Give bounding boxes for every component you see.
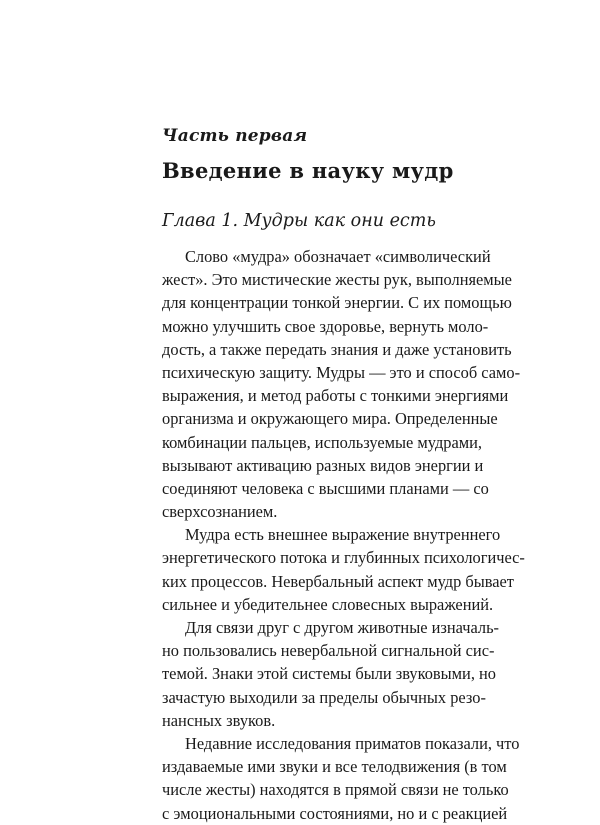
text-line: числе жесты) находятся в прямой связи не только bbox=[162, 780, 509, 800]
text-line: жест». Это мистические жесты рук, выполняемые bbox=[162, 270, 512, 290]
text-line: для концентрации тонкой энергии. С их помощью bbox=[162, 293, 512, 313]
body-text bbox=[162, 245, 525, 825]
text-line: темой. Знаки этой системы были звуковыми, но bbox=[162, 664, 496, 684]
text-line: сверхсознанием. bbox=[162, 502, 278, 522]
text-line: соединяют человека с высшими планами — со bbox=[162, 478, 489, 498]
text-line: Слово «мудра» обозначает «символический bbox=[185, 247, 491, 266]
text-line: можно улучшить свое здоровье, вернуть моло- bbox=[162, 316, 489, 336]
text-line: издаваемые ими звуки и все телодвижения (в том bbox=[162, 757, 507, 777]
text-line: ких процессов. Невербальный аспект мудр бывает bbox=[162, 571, 514, 591]
text-line: психическую защиту. Мудры — это и способ само- bbox=[162, 362, 521, 382]
text-line: но пользовались невербальной сигнальной сис- bbox=[162, 641, 495, 661]
text-line: организма и окружающего мира. Определенные bbox=[162, 409, 498, 429]
text-line: с эмоциональными состояниями, но и с реакцией bbox=[162, 803, 508, 823]
section-title: Введение в науку мудр bbox=[162, 158, 454, 183]
text-line: Мудра есть внешнее выражение внутреннего bbox=[185, 525, 501, 545]
text-line: выражения, и метод работы с тонкими энергиями bbox=[162, 386, 509, 406]
text-line: Для связи друг с другом животные изначаль- bbox=[185, 618, 499, 637]
text-line: комбинации пальцев, используемые мудрами, bbox=[162, 432, 482, 452]
text-line: нансных звуков. bbox=[162, 710, 276, 730]
text-line: энергетического потока и глубинных психологичес- bbox=[162, 548, 525, 568]
text-line: вызывают активацию разных видов энергии и bbox=[162, 455, 484, 475]
part-label: Часть первая bbox=[162, 126, 308, 146]
text-line: сильнее и убедительнее словесных выражений. bbox=[162, 594, 494, 614]
text-line: зачастую выходили за пределы обычных резо- bbox=[162, 687, 486, 707]
text-line: Недавние исследования приматов показали, что bbox=[185, 733, 520, 753]
chapter-title: Глава 1. Мудры как они есть bbox=[162, 211, 436, 231]
text-line: дость, а также передать знания и даже установить bbox=[162, 339, 512, 359]
